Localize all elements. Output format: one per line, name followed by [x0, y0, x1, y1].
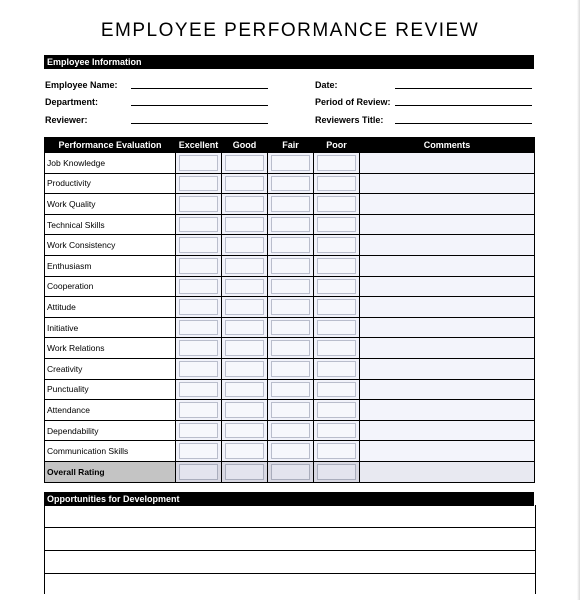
rating-box-fair[interactable]: [271, 340, 310, 356]
rating-box-poor[interactable]: [317, 402, 356, 418]
table-row: [45, 194, 535, 215]
rating-cell-excellent[interactable]: [176, 276, 222, 297]
column-header: Good: [222, 138, 268, 153]
rating-cell-excellent[interactable]: [176, 194, 222, 215]
table-row: [45, 358, 535, 379]
rating-box-excellent[interactable]: [179, 237, 218, 253]
rating-box-poor[interactable]: [317, 340, 356, 356]
reviewers-title-field[interactable]: [395, 123, 532, 124]
rating-cell-poor[interactable]: [314, 173, 360, 194]
rating-cell-excellent[interactable]: [176, 173, 222, 194]
column-header: Performance Evaluation: [45, 138, 176, 153]
rating-box-fair[interactable]: [271, 299, 310, 315]
comments-cell[interactable]: [360, 153, 535, 174]
rating-cell-fair[interactable]: [268, 173, 314, 194]
rating-box-good[interactable]: [225, 279, 264, 295]
rating-box-good[interactable]: [225, 402, 264, 418]
table-row: [45, 379, 535, 400]
comments-cell[interactable]: [360, 235, 535, 256]
rating-cell-poor[interactable]: [314, 420, 360, 441]
rating-box-excellent[interactable]: [179, 217, 218, 233]
rating-cell-good[interactable]: [222, 358, 268, 379]
rating-cell-fair[interactable]: [268, 297, 314, 318]
table-row: [45, 338, 535, 359]
rating-box-poor[interactable]: [317, 196, 356, 212]
employee-name-field[interactable]: [131, 88, 268, 89]
rating-cell-fair[interactable]: [268, 317, 314, 338]
rating-cell-good[interactable]: [222, 235, 268, 256]
row-label: Attitude: [45, 297, 176, 318]
rating-box-excellent[interactable]: [179, 155, 218, 171]
rating-cell-poor[interactable]: [314, 338, 360, 359]
development-line[interactable]: [45, 505, 535, 528]
rating-box-good[interactable]: [225, 464, 264, 480]
table-header-row: [45, 138, 535, 153]
rating-cell-good[interactable]: [222, 276, 268, 297]
rating-cell-poor[interactable]: [314, 255, 360, 276]
row-label: Overall Rating: [45, 461, 176, 482]
table-row: [45, 153, 535, 174]
rating-cell-excellent[interactable]: [176, 317, 222, 338]
row-label: Cooperation: [45, 276, 176, 297]
rating-cell-fair[interactable]: [268, 461, 314, 482]
table-row: [45, 420, 535, 441]
table-row: [45, 400, 535, 421]
rating-cell-good[interactable]: [222, 173, 268, 194]
rating-cell-fair[interactable]: [268, 214, 314, 235]
rating-cell-excellent[interactable]: [176, 441, 222, 462]
row-label: Work Consistency: [45, 235, 176, 256]
rating-box-poor[interactable]: [317, 320, 356, 336]
row-label: Communication Skills: [45, 441, 176, 462]
rating-cell-poor[interactable]: [314, 194, 360, 215]
rating-box-fair[interactable]: [271, 464, 310, 480]
date-label: Date:: [315, 80, 338, 90]
rating-box-poor[interactable]: [317, 279, 356, 295]
rating-cell-poor[interactable]: [314, 317, 360, 338]
rating-box-fair[interactable]: [271, 402, 310, 418]
rating-cell-excellent[interactable]: [176, 235, 222, 256]
rating-box-excellent[interactable]: [179, 340, 218, 356]
rating-box-poor[interactable]: [317, 217, 356, 233]
rating-cell-fair[interactable]: [268, 153, 314, 174]
rating-box-good[interactable]: [225, 217, 264, 233]
table-row: [45, 235, 535, 256]
row-label: Technical Skills: [45, 214, 176, 235]
rating-box-poor[interactable]: [317, 258, 356, 274]
comments-cell[interactable]: [360, 420, 535, 441]
rating-cell-poor[interactable]: [314, 235, 360, 256]
rating-box-poor[interactable]: [317, 464, 356, 480]
table-row: [45, 441, 535, 462]
row-label: Dependability: [45, 420, 176, 441]
rating-box-good[interactable]: [225, 237, 264, 253]
rating-box-good[interactable]: [225, 361, 264, 377]
table-row: [45, 297, 535, 318]
rating-cell-good[interactable]: [222, 317, 268, 338]
comments-cell[interactable]: [360, 173, 535, 194]
rating-cell-fair[interactable]: [268, 235, 314, 256]
comments-cell[interactable]: [360, 400, 535, 421]
rating-cell-good[interactable]: [222, 420, 268, 441]
rating-box-good[interactable]: [225, 382, 264, 398]
rating-cell-fair[interactable]: [268, 400, 314, 421]
rating-box-good[interactable]: [225, 196, 264, 212]
employee-name-label: Employee Name:: [45, 80, 118, 90]
comments-cell[interactable]: [360, 297, 535, 318]
rating-cell-excellent[interactable]: [176, 400, 222, 421]
rating-box-fair[interactable]: [271, 176, 310, 192]
rating-cell-poor[interactable]: [314, 297, 360, 318]
rating-box-excellent[interactable]: [179, 196, 218, 212]
rating-box-excellent[interactable]: [179, 176, 218, 192]
rating-box-excellent[interactable]: [179, 464, 218, 480]
rating-box-good[interactable]: [225, 258, 264, 274]
comments-cell[interactable]: [360, 461, 535, 482]
evaluation-table: [44, 137, 535, 483]
rating-box-poor[interactable]: [317, 237, 356, 253]
rating-cell-excellent[interactable]: [176, 214, 222, 235]
table-row: [45, 317, 535, 338]
rating-box-poor[interactable]: [317, 382, 356, 398]
rating-cell-excellent[interactable]: [176, 338, 222, 359]
rating-cell-good[interactable]: [222, 441, 268, 462]
comments-cell[interactable]: [360, 441, 535, 462]
rating-box-poor[interactable]: [317, 361, 356, 377]
page-title: EMPLOYEE PERFORMANCE REVIEW: [100, 20, 480, 41]
rating-cell-good[interactable]: [222, 338, 268, 359]
rating-cell-good[interactable]: [222, 400, 268, 421]
row-label: Creativity: [45, 358, 176, 379]
rating-box-good[interactable]: [225, 176, 264, 192]
row-label: Punctuality: [45, 379, 176, 400]
rating-box-excellent[interactable]: [179, 361, 218, 377]
rating-cell-good[interactable]: [222, 255, 268, 276]
column-header: Comments: [360, 138, 535, 153]
rating-cell-excellent[interactable]: [176, 153, 222, 174]
department-field[interactable]: [131, 105, 268, 106]
rating-box-fair[interactable]: [271, 217, 310, 233]
rating-box-fair[interactable]: [271, 258, 310, 274]
reviewer-field[interactable]: [131, 123, 268, 124]
rating-cell-fair[interactable]: [268, 379, 314, 400]
rating-cell-fair[interactable]: [268, 358, 314, 379]
rating-box-fair[interactable]: [271, 155, 310, 171]
reviewers-title-label: Reviewers Title:: [315, 115, 384, 125]
development-area[interactable]: [44, 505, 536, 594]
rating-box-poor[interactable]: [317, 423, 356, 439]
rating-box-fair[interactable]: [271, 443, 310, 459]
table-row: [45, 173, 535, 194]
rating-box-good[interactable]: [225, 423, 264, 439]
rating-box-good[interactable]: [225, 320, 264, 336]
employee-info-header: Employee Information: [44, 55, 534, 69]
development-line[interactable]: [45, 574, 535, 594]
development-header: Opportunities for Development: [44, 492, 534, 506]
rating-box-fair[interactable]: [271, 423, 310, 439]
rating-cell-excellent[interactable]: [176, 420, 222, 441]
rating-cell-excellent[interactable]: [176, 379, 222, 400]
column-header: Poor: [314, 138, 360, 153]
rating-cell-excellent[interactable]: [176, 297, 222, 318]
comments-cell[interactable]: [360, 317, 535, 338]
rating-cell-poor[interactable]: [314, 441, 360, 462]
rating-box-poor[interactable]: [317, 176, 356, 192]
row-label: Productivity: [45, 173, 176, 194]
table-row: [45, 255, 535, 276]
rating-box-fair[interactable]: [271, 361, 310, 377]
rating-cell-good[interactable]: [222, 297, 268, 318]
rating-cell-poor[interactable]: [314, 461, 360, 482]
rating-cell-fair[interactable]: [268, 420, 314, 441]
row-label: Job Knowledge: [45, 153, 176, 174]
rating-cell-poor[interactable]: [314, 358, 360, 379]
period-of-review-label: Period of Review:: [315, 97, 391, 107]
reviewer-label: Reviewer:: [45, 115, 88, 125]
rating-cell-poor[interactable]: [314, 400, 360, 421]
rating-cell-poor[interactable]: [314, 379, 360, 400]
rating-cell-good[interactable]: [222, 214, 268, 235]
rating-box-excellent[interactable]: [179, 443, 218, 459]
table-row: [45, 276, 535, 297]
rating-cell-fair[interactable]: [268, 441, 314, 462]
column-header: Excellent: [176, 138, 222, 153]
development-line[interactable]: [45, 551, 535, 574]
rating-cell-poor[interactable]: [314, 276, 360, 297]
row-label: Work Quality: [45, 194, 176, 215]
rating-cell-excellent[interactable]: [176, 358, 222, 379]
rating-box-fair[interactable]: [271, 196, 310, 212]
rating-box-poor[interactable]: [317, 155, 356, 171]
row-label: Initiative: [45, 317, 176, 338]
rating-box-fair[interactable]: [271, 320, 310, 336]
rating-box-fair[interactable]: [271, 382, 310, 398]
comments-cell[interactable]: [360, 379, 535, 400]
comments-cell[interactable]: [360, 358, 535, 379]
rating-cell-good[interactable]: [222, 461, 268, 482]
rating-box-excellent[interactable]: [179, 402, 218, 418]
rating-cell-good[interactable]: [222, 379, 268, 400]
rating-box-excellent[interactable]: [179, 382, 218, 398]
rating-cell-fair[interactable]: [268, 276, 314, 297]
rating-box-excellent[interactable]: [179, 423, 218, 439]
rating-cell-excellent[interactable]: [176, 255, 222, 276]
rating-box-excellent[interactable]: [179, 320, 218, 336]
row-label: Enthusiasm: [45, 255, 176, 276]
rating-box-poor[interactable]: [317, 443, 356, 459]
rating-box-good[interactable]: [225, 443, 264, 459]
overall-rating-row: [45, 461, 535, 482]
rating-box-good[interactable]: [225, 299, 264, 315]
period-of-review-field[interactable]: [395, 105, 532, 106]
rating-cell-good[interactable]: [222, 153, 268, 174]
rating-box-good[interactable]: [225, 340, 264, 356]
rating-box-poor[interactable]: [317, 299, 356, 315]
table-row: [45, 214, 535, 235]
comments-cell[interactable]: [360, 194, 535, 215]
rating-cell-fair[interactable]: [268, 255, 314, 276]
rating-box-fair[interactable]: [271, 279, 310, 295]
date-field[interactable]: [395, 88, 532, 89]
rating-cell-poor[interactable]: [314, 153, 360, 174]
rating-cell-excellent[interactable]: [176, 461, 222, 482]
rating-box-fair[interactable]: [271, 237, 310, 253]
column-header: Fair: [268, 138, 314, 153]
row-label: Work Relations: [45, 338, 176, 359]
rating-cell-poor[interactable]: [314, 214, 360, 235]
development-line[interactable]: [45, 528, 535, 551]
comments-cell[interactable]: [360, 338, 535, 359]
rating-box-excellent[interactable]: [179, 279, 218, 295]
rating-cell-fair[interactable]: [268, 194, 314, 215]
rating-box-good[interactable]: [225, 155, 264, 171]
rating-cell-fair[interactable]: [268, 338, 314, 359]
department-label: Department:: [45, 97, 99, 107]
rating-box-excellent[interactable]: [179, 299, 218, 315]
comments-cell[interactable]: [360, 255, 535, 276]
row-label: Attendance: [45, 400, 176, 421]
rating-cell-good[interactable]: [222, 194, 268, 215]
comments-cell[interactable]: [360, 214, 535, 235]
comments-cell[interactable]: [360, 276, 535, 297]
rating-box-excellent[interactable]: [179, 258, 218, 274]
